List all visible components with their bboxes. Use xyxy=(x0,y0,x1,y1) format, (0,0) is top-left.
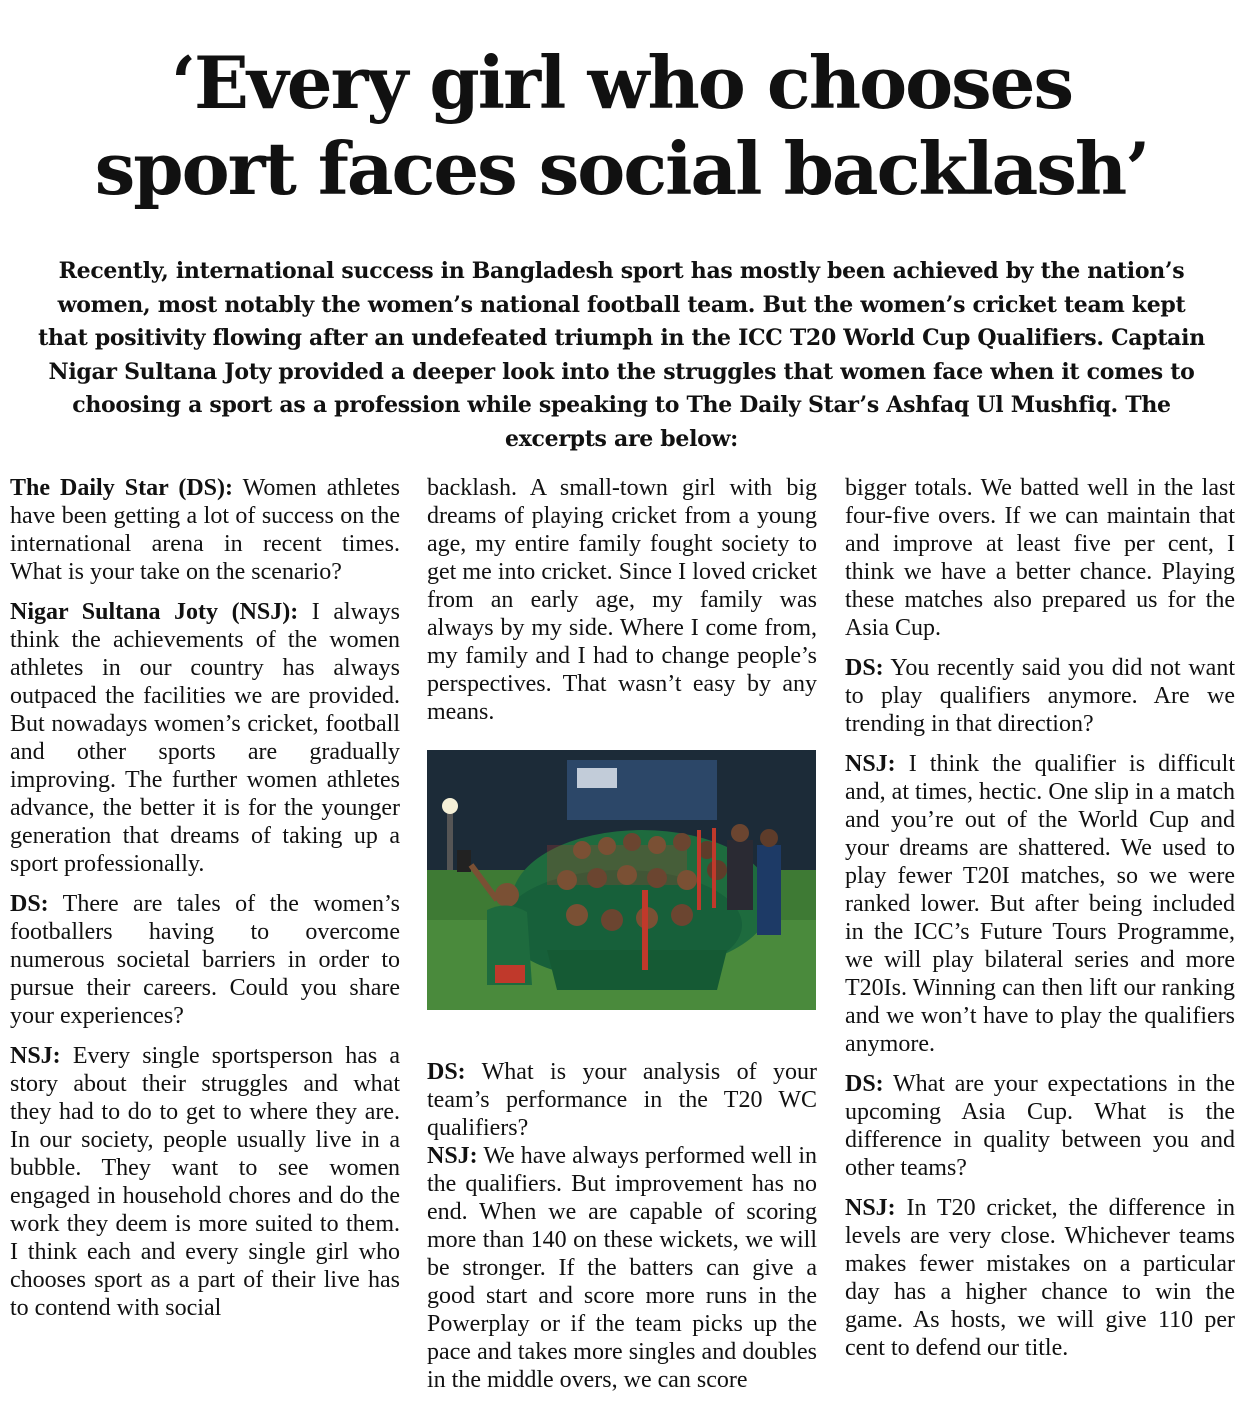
paragraph-text: We have always performed well in the qualifiers. But improvement has no end. When we are capable of scoring more than 140 on these wickets, we will be stronger. If the batters can give a good start and score more runs in the Powerplay or if the team picks up the pace and takes more singles and doubles in the middle overs, we can score xyxy=(427,1143,817,1393)
paragraph xyxy=(10,598,400,878)
paragraph-text: In T20 cricket, the difference in levels are very close. Whichever teams makes fewer mistakes on a particular day has a higher chance to win the game. As hosts, we will give 110 per cent to defend our title. xyxy=(845,1195,1235,1361)
paragraph xyxy=(427,1142,817,1394)
article-column-3 xyxy=(845,474,1235,1374)
paragraph-text: I think the qualifier is difficult and, at times, hectic. One slip in a match and you’re out of the World Cup and your dreams are shattered. We used to play fewer T20I matches, so we were ranked lower. But after being included in the ICC’s Future Tours Programme, we will play bilateral series and more T20Is. Winning can then lift our ranking and we won’t have to play the qualifiers anymore. xyxy=(845,751,1235,1057)
team-celebration-photo xyxy=(427,750,816,1010)
paragraph xyxy=(845,474,1235,642)
article-column-2 xyxy=(427,474,817,1406)
paragraph xyxy=(427,474,817,726)
paragraph xyxy=(845,1070,1235,1182)
intro-standfirst: Recently, international success in Bangladesh sport has mostly been achieved by the nation’s women, most notably the women’s national football team. But the women’s cricket team kept that positivity flowing after an undefeated triumph in the ICC T20 World Cup Qualifiers. Captain Nigar Sultana Joty provided a deeper look into the struggles that women face when it comes to choosing a sport as a profession while speaking to The Daily Star’s Ashfaq Ul Mushfiq. The excerpts are below: xyxy=(38,258,1205,452)
speaker-label: DS: xyxy=(845,655,884,681)
article-column-1 xyxy=(10,474,400,1334)
paragraph-text: I always think the achievements of the women athletes in our country has always outpaced the facilities we are provided. But nowadays women’s cricket, football and other sports are gradually improving. The further women athletes advance, the better it is for the younger generation that dreams of taking up a sport professionally. xyxy=(10,599,400,877)
paragraph-text: There are tales of the women’s footballers having to overcome numerous societal barriers in order to pursue their careers. Could you share your experiences? xyxy=(10,891,400,1029)
speaker-label: NSJ: xyxy=(427,1143,478,1169)
speaker-label: DS: xyxy=(427,1059,466,1085)
paragraph xyxy=(10,1042,400,1322)
speaker-label: DS: xyxy=(845,1071,884,1097)
paragraph xyxy=(845,750,1235,1058)
photo-illustration xyxy=(427,750,816,1010)
headline-line-2: sport faces social backlash’ xyxy=(94,126,1149,211)
speaker-label: NSJ: xyxy=(845,751,896,777)
speaker-label: NSJ: xyxy=(10,1043,61,1069)
paragraph-text: Women athletes have been getting a lot of success on the international arena in recent times. What is your take on the scenario? xyxy=(10,475,401,585)
paragraph xyxy=(845,1194,1235,1362)
paragraph-text: What is your analysis of your team’s performance in the T20 WC qualifiers? xyxy=(427,1059,817,1141)
speaker-label: NSJ: xyxy=(845,1195,896,1221)
speaker-label: DS: xyxy=(10,891,49,917)
paragraph xyxy=(845,654,1235,738)
paragraph-text: Every single sportsperson has a story about their struggles and what they had to do to get to where they are. In our society, people usually live in a bubble. They want to see women engaged in household chores and do the work they deem is more suited to them. I think each and every single girl who chooses sport as a part of their live has to contend with social xyxy=(10,1043,400,1321)
speaker-label: Nigar Sultana Joty (NSJ): xyxy=(10,599,299,625)
speaker-label: The Daily Star (DS): xyxy=(10,475,234,501)
paragraph-text: bigger totals. We batted well in the last four-five overs. If we can maintain that and improve at least five per cent, I think we have a better chance. Playing these matches also prepared us for the Asia Cup. xyxy=(845,475,1235,641)
paragraph-text: What are your expectations in the upcoming Asia Cup. What is the difference in quality between you and other teams? xyxy=(845,1071,1235,1181)
paragraph xyxy=(10,474,400,586)
headline-line-1: ‘Every girl who chooses xyxy=(170,40,1072,125)
headline xyxy=(0,40,1243,212)
paragraph xyxy=(10,890,400,1030)
paragraph-text: backlash. A small-town girl with big dreams of playing cricket from a young age, my entire family fought society to get me into cricket. Since I loved cricket from an early age, my family was always by my side. Where I come from, my family and I had to change people’s perspectives. That wasn’t easy by any means. xyxy=(427,475,817,725)
paragraph xyxy=(427,1058,817,1142)
paragraph-text: You recently said you did not want to play qualifiers anymore. Are we trending in that direction? xyxy=(845,655,1235,737)
